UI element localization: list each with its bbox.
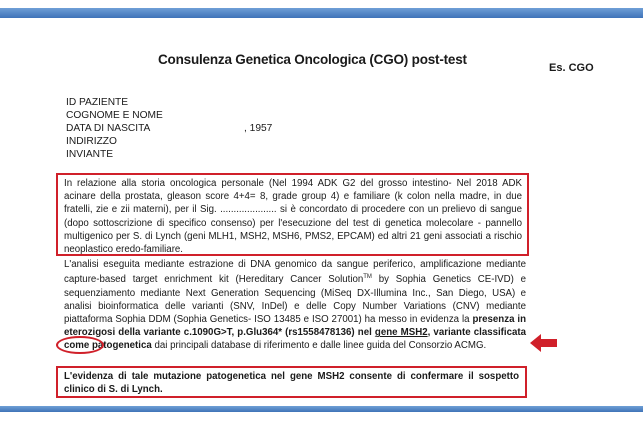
- field-label: COGNOME E NOME: [66, 110, 163, 121]
- patient-field-address: [66, 135, 272, 148]
- document-title: Consulenza Genetica Oncologica (CGO) post-test: [158, 52, 467, 67]
- gene-name: gene MSH2: [374, 327, 428, 339]
- field-label: DATA DI NASCITA: [66, 123, 151, 134]
- red-arrow-icon: [530, 333, 558, 353]
- analysis-text-start: L'analisi eseguita mediante estrazione di DNA genomico da sangue periferico, amplificazione mediante capture-based target enrichment kit (Hereditary Cancer Solution: [64, 259, 526, 286]
- patient-field-id: [66, 96, 272, 109]
- variant-finding: presenza in eterozigosi della variante c.1090G>T, p.Glu364* (rs1558478136) nel: [64, 314, 526, 339]
- bottom-blue-bar: [0, 406, 643, 412]
- variant-classification: , variante classificata come patogenetica: [64, 327, 526, 352]
- patient-field-referrer: [66, 148, 272, 161]
- analysis-paragraph: [64, 258, 526, 353]
- patient-info: [66, 96, 272, 161]
- example-tag: Es. CGO: [549, 62, 594, 74]
- patient-field-name: [66, 109, 272, 122]
- field-label: INDIRIZZO: [66, 136, 117, 147]
- patient-field-birthdate: [66, 122, 272, 135]
- field-label: INVIANTE: [66, 149, 113, 160]
- top-blue-bar: [0, 8, 643, 18]
- trademark-sup: TM: [363, 274, 372, 281]
- analysis-text-end: dai principali database di riferimento e dalle linee guida del Consorzio ACMG.: [151, 340, 487, 352]
- clinical-history-paragraph: In relazione alla storia oncologica personale (Nel 1994 ADK G2 del grosso intestino- Nel 2018 ADK acinare della prostata, gleason score 4+4= 8, grade group 4) e familiare (k colon nella madre, in due fratelli, zie e zii materni), per il Sig. ..................... si è concordato di procedere con un prelievo di sangue (dopo sottoscrizione di specifico consenso) per l'esecuzione del test di genetica molecolare - pannello multigenico per S. di Lynch (geni MLH1, MSH2, MSH6, PMS2, EPCAM) ed altri 21 geni associati a rischio neoplastico eredo-familiare.: [64, 178, 522, 256]
- field-label: ID PAZIENTE: [66, 97, 129, 108]
- field-value: , 1957: [244, 123, 273, 134]
- analysis-text-middle: by Sophia Genetics CE-IVD) e sequenziamento mediante Next Generation Sequencing (MiSeq DX-Illumina Inc., San Diego, USA) e analisi bioinformatica delle varianti (SNV, InDel) e delle Copy Number Variations (CNV) mediante piattaforma Sophia DDM (Sophia Genetics- ISO 13485 e ISO 27001) ha messo in evidenza la: [64, 274, 526, 326]
- conclusion-paragraph: L'evidenza di tale mutazione patogenetica nel gene MSH2 consente di confermare il sospetto clinico di S. di Lynch.: [64, 371, 519, 396]
- gene-highlight-oval: [56, 336, 104, 354]
